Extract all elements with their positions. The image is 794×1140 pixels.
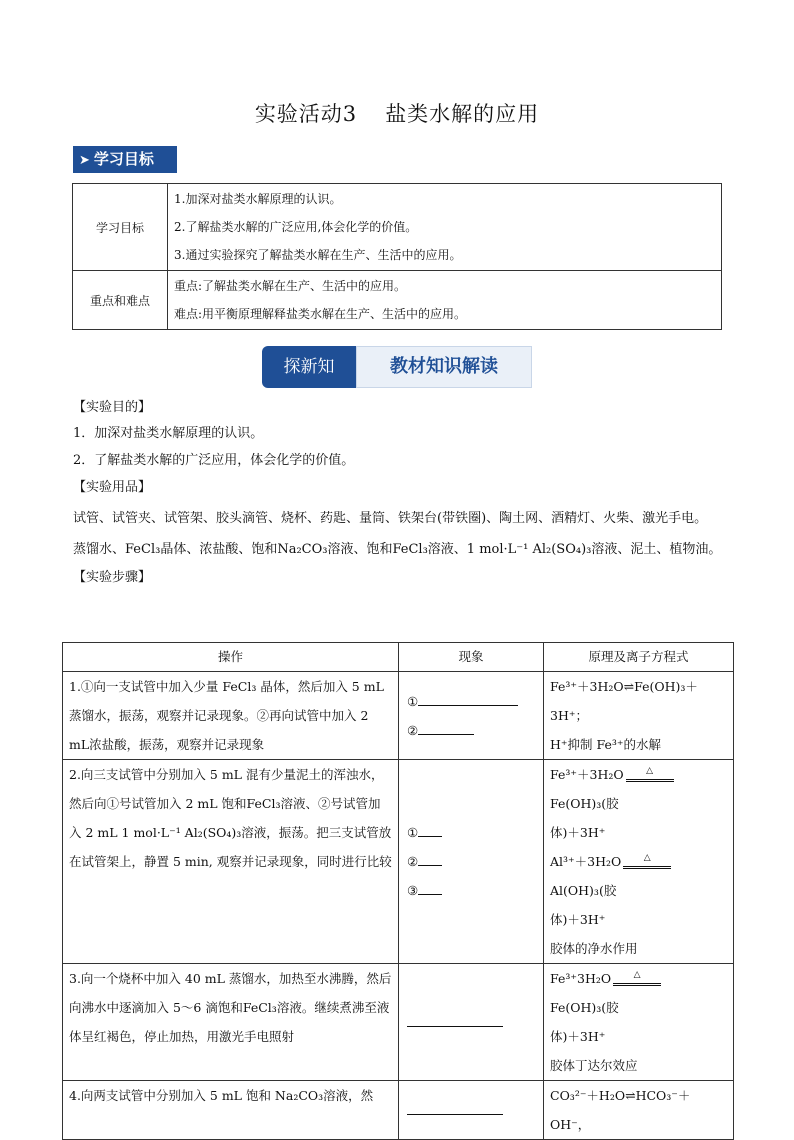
- focus-row-label: 重点和难点: [73, 271, 168, 330]
- goals-row: [73, 184, 722, 271]
- section-badge: [262, 346, 532, 388]
- section-heading: 【实验目的】: [73, 400, 152, 415]
- equation-right: Fe(OH)₃(胶: [550, 796, 619, 811]
- answer-blank[interactable]: [407, 876, 535, 905]
- title-part-2: 盐类水解的应用: [385, 102, 540, 126]
- equation-left: Fe³⁺＋3H₂O: [550, 767, 624, 782]
- step-phenomenon: [399, 672, 544, 760]
- goal-line: 1.加深对盐类水解原理的认识。: [174, 192, 342, 206]
- focus-line: 难点:用平衡原理解释盐类水解在生产、生活中的应用。: [174, 307, 467, 321]
- focus-row: [73, 271, 722, 330]
- equation-right: Fe(OH)₃(胶: [550, 1000, 619, 1015]
- step-phenomenon: [399, 1081, 544, 1140]
- heat-mark: △: [646, 766, 654, 776]
- equilibrium-heat-arrow-icon: [613, 970, 661, 986]
- heat-mark: △: [643, 853, 651, 863]
- heat-mark: △: [633, 970, 641, 980]
- header-principle: 原理及离子方程式: [544, 643, 734, 672]
- section-heading: 【实验步骤】: [73, 570, 152, 585]
- blank-line: [407, 1012, 503, 1027]
- step-principle: [544, 672, 734, 760]
- step-operation: 4.向两支试管中分别加入 5 mL 饱和 Na₂CO₃溶液，然: [63, 1081, 399, 1140]
- step-operation: 3.向一个烧杯中加入 40 mL 蒸馏水，加热至水沸腾，然后向沸水中逐滴加入 5～6 滴饱和FeCl₃溶液。继续煮沸至液体呈红褐色，停止加热，用激光手电照射: [63, 964, 399, 1081]
- blank-marker: ②: [407, 854, 419, 869]
- principle-line: H⁺抑制 Fe³⁺的水解: [550, 737, 661, 752]
- goal-line: 2.了解盐类水解的广泛应用,体会化学的价值。: [174, 220, 418, 234]
- blank-marker: ①: [407, 693, 419, 709]
- goals-row-content: [168, 184, 722, 271]
- materials-line: 蒸馏水、FeCl₃晶体、浓盐酸、饱和Na₂CO₃溶液、饱和FeCl₃溶液、1 mol·L⁻¹ Al₂(SO₄)₃溶液、泥土、植物油。: [73, 542, 722, 557]
- blank-line: [407, 1100, 503, 1115]
- equation-left: Fe³⁺3H₂O: [550, 971, 612, 986]
- step-principle: CO₃²⁻＋H₂O⇌HCO₃⁻＋OH⁻，: [544, 1081, 734, 1140]
- answer-blank[interactable]: [407, 818, 535, 847]
- focus-row-content: [168, 271, 722, 330]
- blank-marker: ①: [407, 825, 419, 840]
- section-heading: 【实验用品】: [73, 480, 152, 495]
- table-row: [63, 672, 734, 760]
- answer-blank[interactable]: [407, 687, 535, 716]
- principle-line: 体)＋3H⁺: [550, 912, 606, 927]
- blank-line: [418, 691, 518, 706]
- principle-line: [550, 760, 727, 818]
- table-row: [63, 760, 734, 964]
- purpose-section: [73, 398, 733, 588]
- principle-line: 胶体的净水作用: [550, 941, 638, 956]
- equilibrium-heat-arrow-icon: [626, 766, 674, 782]
- equation-right: Al(OH)₃(胶: [550, 883, 617, 898]
- principle-line: 体)＋3H⁺: [550, 1029, 606, 1044]
- goals-banner-label: 学习目标: [93, 150, 154, 168]
- blank-line: [418, 880, 442, 895]
- goals-banner: [73, 146, 177, 173]
- header-operation: 操作: [63, 643, 399, 672]
- table-row: [63, 1081, 734, 1140]
- purpose-item: 2．了解盐类水解的广泛应用，体会化学的价值。: [73, 453, 355, 468]
- step-phenomenon: [399, 760, 544, 964]
- equation-left: Al³⁺＋3H₂O: [550, 854, 622, 869]
- steps-table: [62, 642, 734, 1140]
- equilibrium-heat-arrow-icon: [623, 853, 671, 869]
- principle-line: [550, 964, 727, 1022]
- goals-table: [72, 183, 722, 330]
- table-row: [63, 964, 734, 1081]
- blank-marker: ②: [407, 722, 419, 738]
- purpose-item: 1．加深对盐类水解原理的认识。: [73, 426, 264, 441]
- goals-row-label: 学习目标: [73, 184, 168, 271]
- arrow-right-icon: ➤: [79, 153, 90, 168]
- answer-blank[interactable]: [407, 716, 535, 745]
- blank-line: [418, 822, 442, 837]
- principle-line: 体)＋3H⁺: [550, 825, 606, 840]
- goal-line: 3.通过实验探究了解盐类水解在生产、生活中的应用。: [174, 248, 462, 262]
- step-operation: 1.①向一支试管中加入少量 FeCl₃ 晶体，然后加入 5 mL 蒸馏水，振荡，观察并记录现象。②再向试管中加入 2 mL浓盐酸，振荡，观察并记录现象: [63, 672, 399, 760]
- answer-blank[interactable]: [407, 1096, 535, 1125]
- step-principle: [544, 964, 734, 1081]
- answer-blank[interactable]: [407, 1008, 535, 1037]
- title-part-1: 实验活动3: [254, 102, 358, 126]
- badge-right: 教材知识解读: [356, 346, 532, 388]
- blank-line: [418, 720, 474, 735]
- blank-line: [418, 851, 442, 866]
- badge-left: 探新知: [262, 346, 356, 388]
- principle-line: 胶体丁达尔效应: [550, 1058, 638, 1073]
- blank-marker: ③: [407, 883, 419, 898]
- principle-line: [550, 847, 727, 905]
- header-phenomenon: 现象: [399, 643, 544, 672]
- principle-line: Fe³⁺＋3H₂O⇌Fe(OH)₃＋3H⁺；: [550, 679, 698, 723]
- step-phenomenon: [399, 964, 544, 1081]
- step-operation: 2.向三支试管中分别加入 5 mL 混有少量泥土的浑浊水，然后向①号试管加入 2 mL 饱和FeCl₃溶液、②号试管加入 2 mL 1 mol·L⁻¹ Al₂(SO₄)₃溶液，振荡。把三支试管放在试管架上，静置 5 min, 观察并记录现象，同时进行比较: [63, 760, 399, 964]
- steps-header-row: [63, 643, 734, 672]
- focus-line: 重点:了解盐类水解在生产、生活中的应用。: [174, 279, 407, 293]
- answer-blank[interactable]: [407, 847, 535, 876]
- step-principle: [544, 760, 734, 964]
- materials-line: 试管、试管夹、试管架、胶头滴管、烧杯、药匙、量筒、铁架台(带铁圈)、陶土网、酒精灯、火柴、激光手电。: [73, 511, 708, 526]
- page-title: [0, 98, 794, 128]
